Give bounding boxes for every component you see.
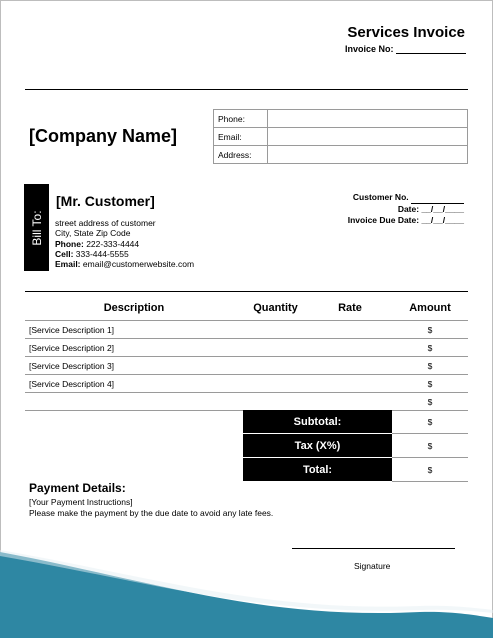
item-quantity bbox=[243, 339, 308, 357]
item-amount: $ bbox=[392, 375, 468, 393]
item-rate bbox=[308, 339, 392, 357]
table-row bbox=[25, 375, 468, 393]
item-rate bbox=[308, 321, 392, 339]
payment-instructions: [Your Payment Instructions] bbox=[29, 497, 133, 507]
item-quantity bbox=[243, 375, 308, 393]
item-description: [Service Description 4] bbox=[25, 375, 243, 393]
item-amount: $ bbox=[392, 339, 468, 357]
header-amount: Amount bbox=[409, 302, 451, 314]
table-row bbox=[25, 339, 468, 357]
signature-label: Signature bbox=[354, 561, 391, 571]
total-value: $ bbox=[392, 458, 468, 482]
table-row bbox=[25, 357, 468, 375]
item-description: [Service Description 3] bbox=[25, 357, 243, 375]
invoice-due-date: Invoice Due Date: __/__/____ bbox=[347, 215, 464, 225]
bill-to-bar bbox=[24, 184, 49, 271]
contact-row-phone bbox=[214, 110, 468, 128]
header-divider bbox=[25, 89, 468, 90]
tax-label: Tax (X%) bbox=[243, 434, 392, 457]
item-amount: $ bbox=[392, 357, 468, 375]
invoice-title: Services Invoice bbox=[347, 24, 465, 41]
customer-street: street address of customer bbox=[55, 218, 156, 228]
item-rate bbox=[308, 375, 392, 393]
company-contact-table bbox=[213, 109, 468, 164]
item-quantity bbox=[243, 357, 308, 375]
customer-cell: Cell: 333-444-5555 bbox=[55, 248, 129, 259]
customer-city: City, State Zip Code bbox=[55, 228, 131, 239]
item-amount: $ bbox=[392, 393, 468, 411]
tax-value: $ bbox=[392, 434, 468, 458]
customer-details bbox=[55, 218, 194, 269]
bill-to-label: Bill To: bbox=[29, 209, 44, 246]
subtotal-value: $ bbox=[392, 410, 468, 434]
total-row bbox=[243, 458, 468, 481]
total-label: Total: bbox=[243, 458, 392, 481]
company-name: [Company Name] bbox=[29, 126, 178, 146]
invoice-number-blank bbox=[396, 53, 466, 54]
table-row bbox=[25, 321, 468, 339]
contact-address-value bbox=[268, 146, 468, 164]
customer-phone: Phone: 222-333-4444 bbox=[55, 238, 140, 249]
subtotal-row bbox=[243, 410, 468, 433]
tax-row bbox=[243, 434, 468, 457]
payment-details-text bbox=[29, 497, 273, 519]
invoice-number-label: Invoice No: bbox=[345, 44, 394, 54]
header-rate: Rate bbox=[338, 302, 362, 314]
customer-number: Customer No. bbox=[348, 192, 464, 204]
signature-line bbox=[292, 548, 455, 549]
contact-phone-value bbox=[268, 110, 468, 128]
contact-row-email bbox=[214, 128, 468, 146]
header-quantity: Quantity bbox=[253, 302, 298, 314]
items-divider bbox=[25, 291, 468, 292]
item-amount: $ bbox=[392, 321, 468, 339]
item-rate bbox=[308, 393, 392, 411]
header-description: Description bbox=[103, 302, 165, 314]
items-table bbox=[25, 296, 468, 411]
item-description bbox=[25, 393, 243, 411]
contact-address-label: Address: bbox=[214, 146, 268, 164]
contact-phone-label: Phone: bbox=[214, 110, 268, 128]
customer-name: [Mr. Customer] bbox=[56, 193, 155, 209]
subtotal-label: Subtotal: bbox=[243, 410, 392, 433]
contact-email-label: Email: bbox=[214, 128, 268, 146]
contact-email-value bbox=[268, 128, 468, 146]
payment-details-title: Payment Details: bbox=[29, 481, 126, 495]
invoice-date: Date: __/__/____ bbox=[397, 203, 464, 214]
item-description: [Service Description 1] bbox=[25, 321, 243, 339]
decorative-wave bbox=[0, 540, 493, 638]
item-quantity bbox=[243, 321, 308, 339]
contact-row-address bbox=[214, 146, 468, 164]
items-header-row bbox=[25, 296, 468, 321]
payment-note: Please make the payment by the due date to avoid any late fees. bbox=[29, 508, 274, 518]
table-row bbox=[25, 393, 468, 411]
customer-email: Email: email@customerwebsite.com bbox=[55, 259, 195, 270]
item-description: [Service Description 2] bbox=[25, 339, 243, 357]
item-rate bbox=[308, 357, 392, 375]
invoice-number bbox=[345, 44, 466, 54]
item-quantity bbox=[243, 393, 308, 411]
invoice-meta bbox=[348, 192, 464, 227]
